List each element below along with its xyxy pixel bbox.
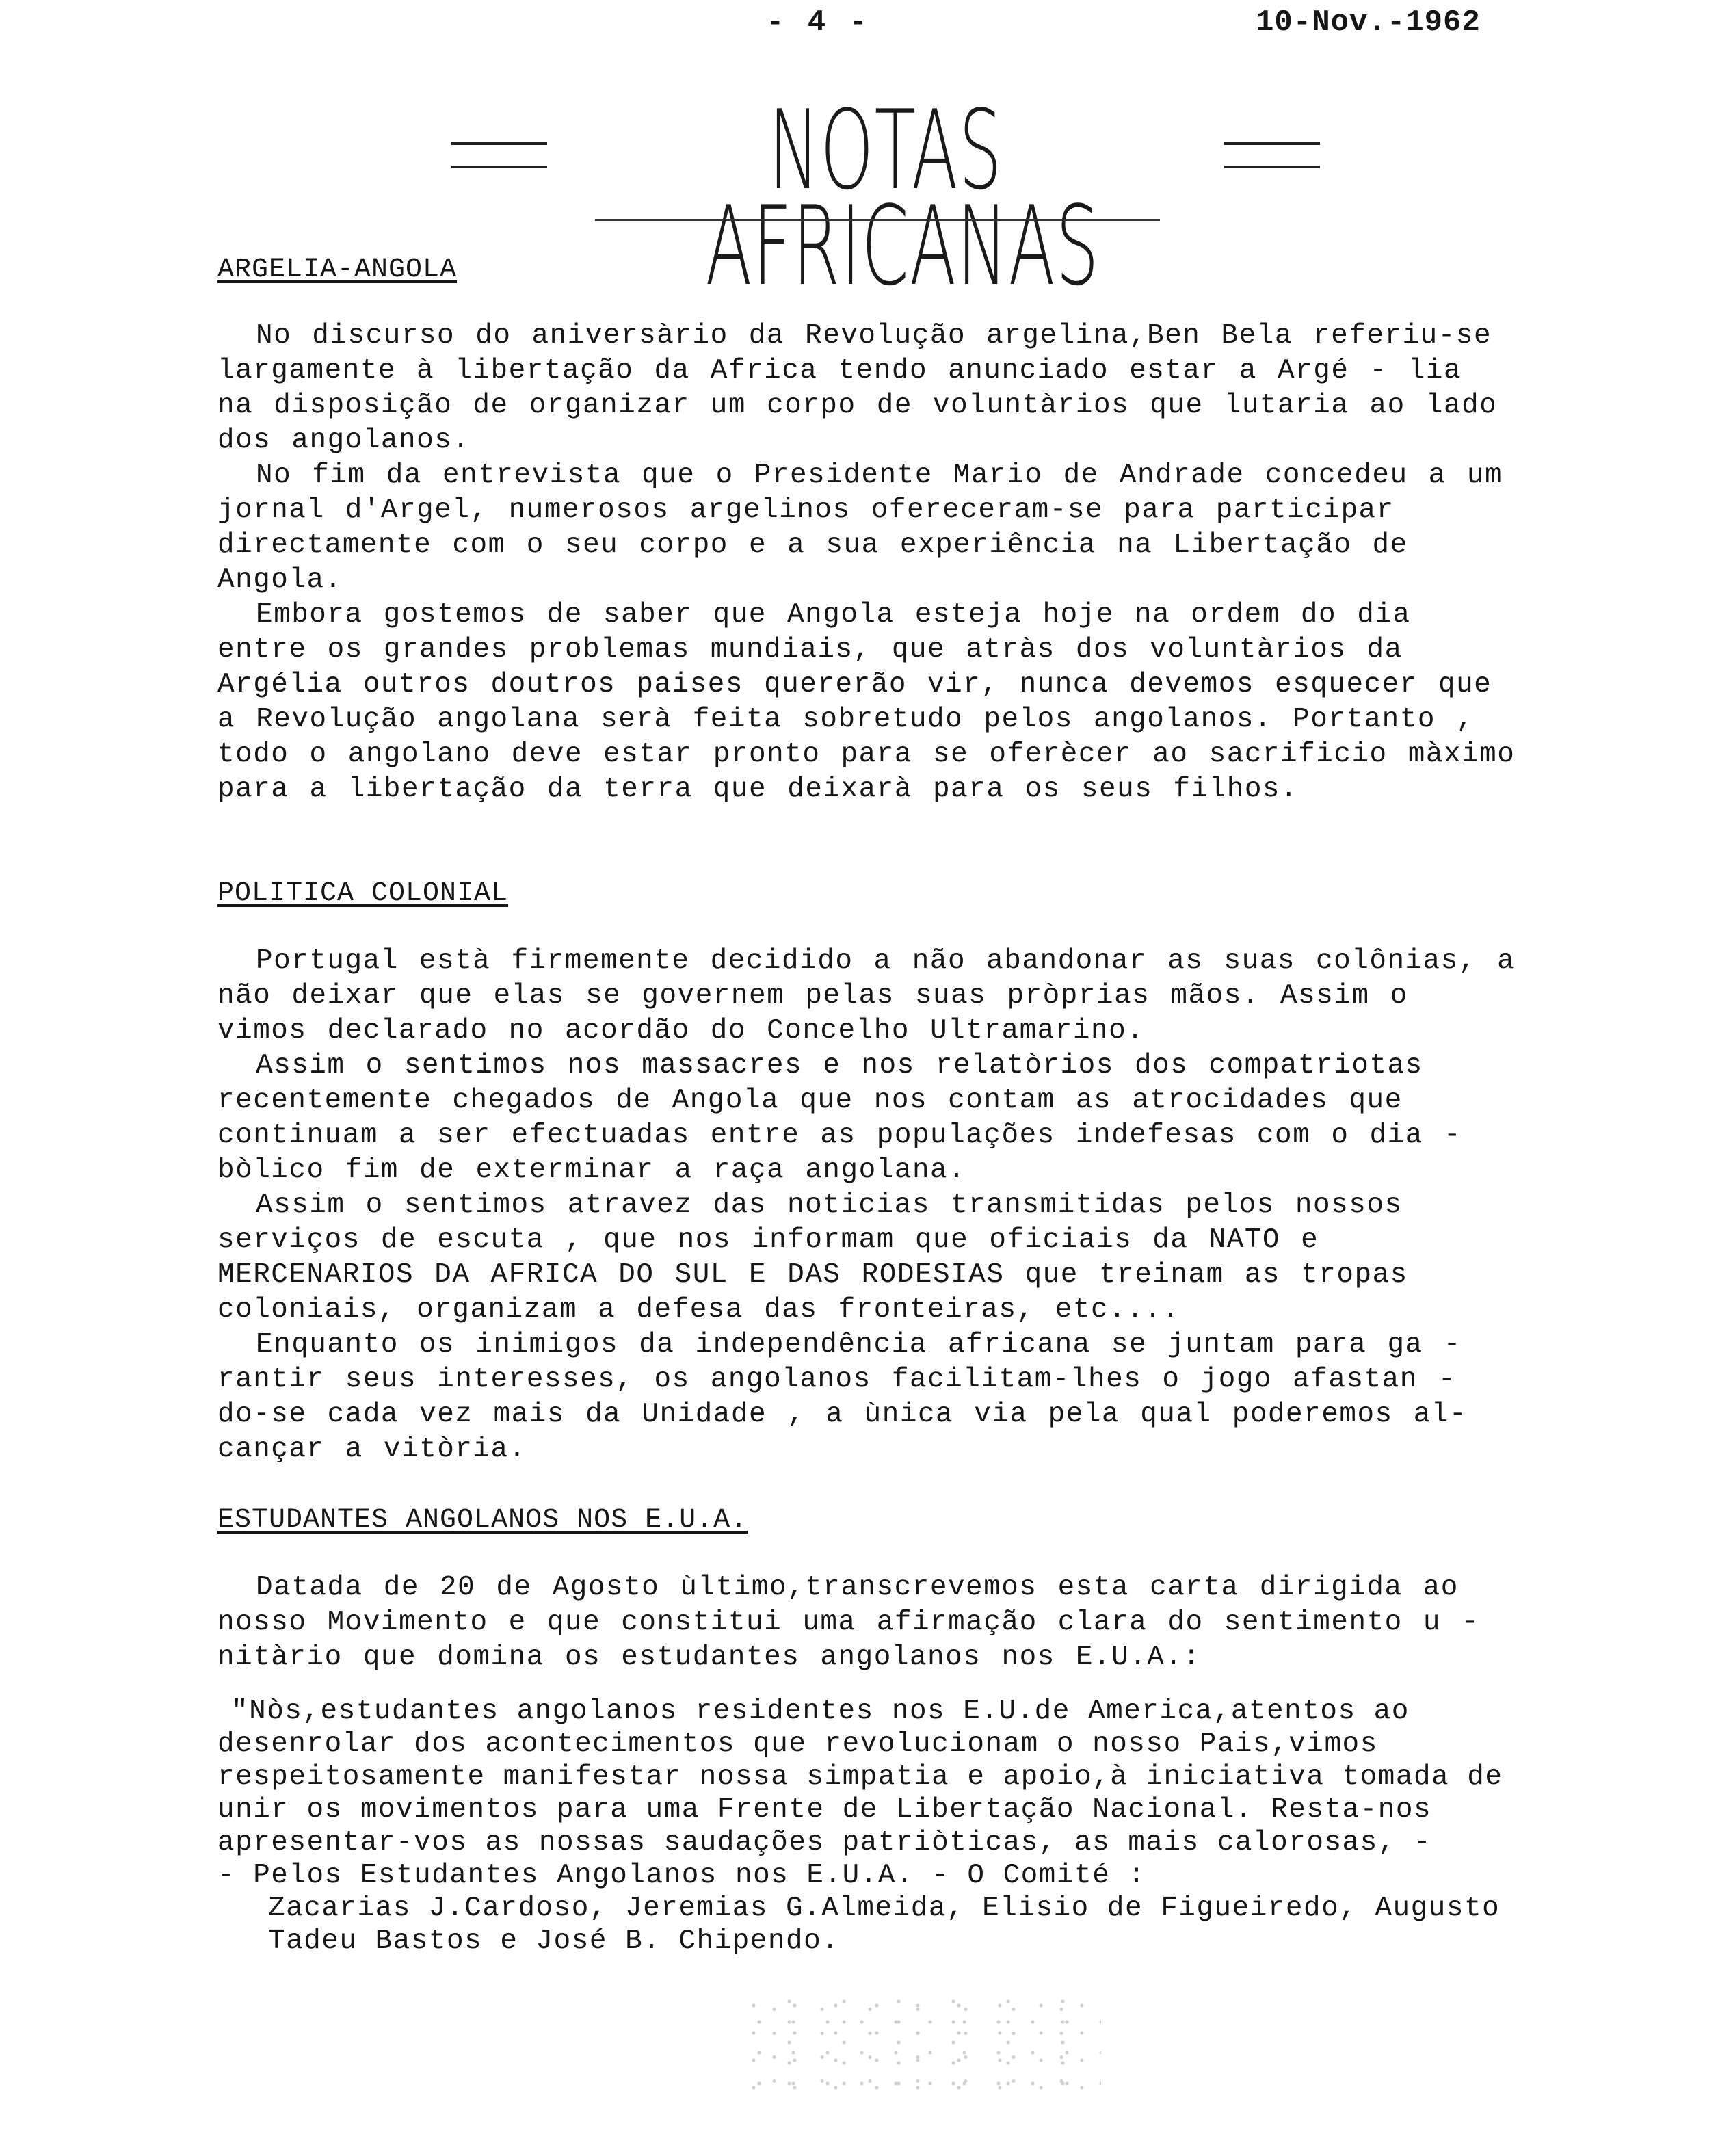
page-number: - 4 - [766, 5, 871, 40]
section-body-estudantes-angolanos [217, 1570, 1517, 1675]
section-heading-estudantes-angolanos: ESTUDANTES ANGOLANOS NOS E.U.A. [217, 1505, 748, 1536]
paragraph: Assim o sentimos nos massacres e nos relatòrios dos compatriotas recentemente chegados de Angola que nos contam as atrocidades que continuam a ser efectuadas entre as populações indefesas com o dia - bòlico fim de exterminar a raça angolana. [217, 1050, 1483, 1186]
section-heading-argelia-angola: ARGELIA-ANGOLA [217, 254, 458, 285]
masthead-ornament-left [451, 142, 547, 168]
masthead-title: NOTAS AFRICANAS [705, 86, 1100, 310]
masthead-underline [595, 219, 1160, 221]
paragraph: Datada de 20 de Agosto ùltimo,transcrevemos esta carta dirigida ao nosso Movimento e que constitui uma afirmação clara do sentimento u - nitàrio que domina os estudantes angolanos nos E.U.A.: [217, 1572, 1501, 1673]
paragraph: Assim o sentimos atravez das noticias transmitidas pelos nossos serviços de escuta , que nos informam que oficiais da NATO e MERCENARIOS DA AFRICA DO SUL E DAS RODESIAS que treinam as tropas coloniais, organizam a defesa das fronteiras, etc.... [217, 1189, 1429, 1326]
letter-signature: - Pelos Estudantes Angolanos nos E.U.A. - O Comité : [217, 1860, 1146, 1891]
section-heading-politica-colonial: POLITICA COLONIAL [217, 878, 509, 909]
paragraph: Portugal està firmemente decidido a não abandonar as suas colônias, a não deixar que elas se governem pelas suas pròprias mãos. Assim o vimos declarado no acordão do Concelho Ultramarino. [217, 945, 1536, 1047]
section-body-politica-colonial [217, 944, 1536, 1467]
issue-date: 10-Nov.-1962 [1256, 5, 1481, 40]
paragraph: No fim da entrevista que o Presidente Mario de Andrade concedeu a um jornal d'Argel, numerosos argelinos ofereceram-se para participar directamente com o seu corpo e a sua experiência na Libertação de Angola. [217, 460, 1524, 596]
masthead [451, 86, 1320, 310]
masthead-ornament-right [1224, 142, 1320, 168]
scan-specks [745, 1997, 1101, 2093]
letter-signatories: Zacarias J.Cardoso, Jeremias G.Almeida, Elisio de Figueiredo, Augusto Tadeu Bastos e José B. Chipendo. [268, 1893, 1518, 1957]
letter-body: "Nòs,estudantes angolanos residentes nos E.U.de America,atentos ao desenrolar dos acontecimentos que revolucionam o nosso Pais,vimos respeitosamente manifestar nossa simpatia e apoio,à iniciativa tomada de unir os movimentos para uma Frente de Libertação Nacional. Resta-nos apresentar-vos as nossas saudações patriòticas, as mais calorosas, - [217, 1696, 1521, 1858]
paragraph: Enquanto os inimigos da independência africana se juntam para ga - rantir seus interesses, os angolanos facilitam-lhes o jogo afastan - do-se cada vez mais da Unidade , a ùnica via pela qual poderemos al- cançar a vitòria. [217, 1329, 1488, 1465]
section-body-argelia-angola [217, 319, 1536, 807]
paragraph: No discurso do aniversàrio da Revolução argelina,Ben Bela referiu-se largamente à libertação da Africa tendo anunciado estar a Argé - lia na disposição de organizar um corpo de voluntàrios que lutaria ao lado dos angolanos. [217, 320, 1518, 456]
quoted-letter [217, 1695, 1521, 1958]
paragraph: Embora gostemos de saber que Angola esteja hoje na ordem do dia entre os grandes problemas mundiais, que atràs dos voluntàrios da Argélia outros doutros paises quererão vir, nunca devemos esquecer que a Revolução angolana serà feita sobretudo pelos angolanos. Portanto , todo o angolano deve estar pronto para se oferècer ao sacrificio màximo para a libertação da terra que deixarà para os seus filhos. [217, 599, 1536, 805]
